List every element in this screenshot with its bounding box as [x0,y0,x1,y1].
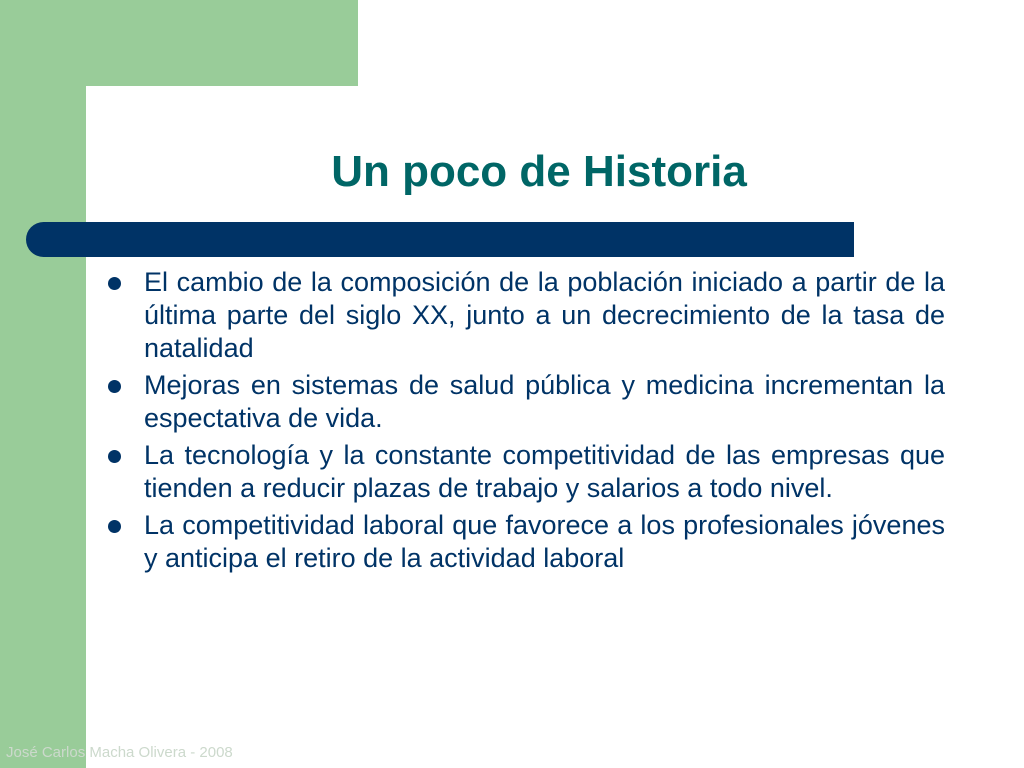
bullet-dot-icon [108,450,121,463]
bullet-dot-icon [108,277,121,290]
bullet-text: El cambio de la composición de la población iniciado a partir de la última parte del siglo XX, junto a un decrecimiento de la tasa de natalidad [144,267,945,363]
bullet-item [100,369,945,435]
title-underline-bar [26,222,854,257]
bullet-dot-icon [108,380,121,393]
bullet-text: La competitividad laboral que favorece a los profesionales jóvenes y anticipa el retiro de la actividad laboral [144,510,945,573]
footer-author: José Carlos Macha Olivera - 2008 [6,744,233,761]
green-side-band [0,0,86,768]
slide-title: Un poco de Historia [331,147,747,196]
bullet-list [100,266,945,579]
bullet-item [100,509,945,575]
green-top-block [0,0,358,86]
bullet-dot-icon [108,520,121,533]
bullet-text: La tecnología y la constante competitividad de las empresas que tienden a reducir plazas de trabajo y salarios a todo nivel. [144,440,945,503]
bullet-item [100,266,945,365]
bullet-item [100,439,945,505]
bullet-text: Mejoras en sistemas de salud pública y medicina incrementan la espectativa de vida. [144,370,945,433]
